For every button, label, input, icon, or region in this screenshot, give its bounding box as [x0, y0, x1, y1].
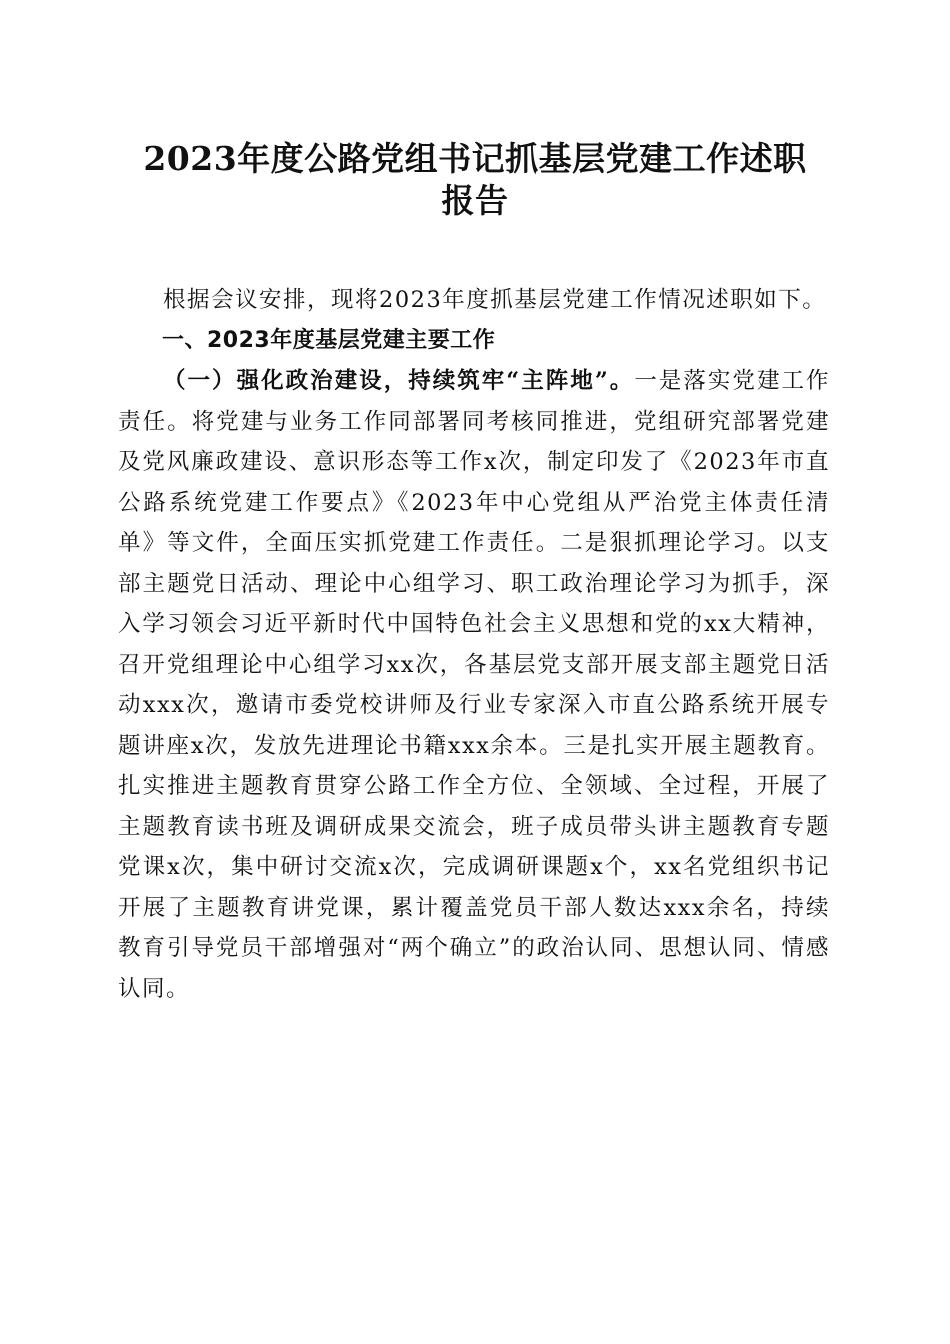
subsection-paragraph — [118, 361, 830, 1009]
subsection-heading: （一）强化政治建设，持续筑牢“主阵地”。 — [163, 368, 635, 394]
intro-paragraph: 根据会议安排，现将2023年度抓基层党建工作情况述职如下。 — [163, 287, 827, 313]
document-title — [112, 138, 838, 222]
title-line-1: 2023年度公路党组书记抓基层党建工作述职 — [143, 139, 807, 178]
document-body — [118, 280, 830, 1009]
subsection-body: 一是落实党建工作责任。将党建与业务工作同部署同考核同推进，党组研究部署党建及党风廉政建设、意识形态等工作x次，制定印发了《2023年市直公路系统党建工作要点》《2023年中心党组从严治党主体责任清单》等文件，全面压实抓党建工作责任。二是狠抓理论学习。以支部主题党日活动、理论中心组学习、职工政治理论学习为抓手，深入学习领会习近平新时代中国特色社会主义思想和党的xx大精神，召开党组理论中心组学习xx次，各基层党支部开展支部主题党日活动xxx次，邀请市委党校讲师及行业专家深入市直公路系统开展专题讲座x次，发放先进理论书籍xxx余本。三是扎实开展主题教育。扎实推进主题教育贯穿公路工作全方位、全领域、全过程，开展了主题教育读书班及调研成果交流会，班子成员带头讲主题教育专题党课x次，集中研讨交流x次，完成调研课题x个，xx名党组织书记开展了主题教育讲党课，累计覆盖党员干部人数达xxx余名，持续教育引导党员干部增强对“两个确立”的政治认同、思想认同、情感认同。 — [118, 368, 830, 1002]
title-line-2: 报告 — [441, 181, 509, 220]
section-heading: 一、2023年度基层党建主要工作 — [162, 327, 496, 353]
